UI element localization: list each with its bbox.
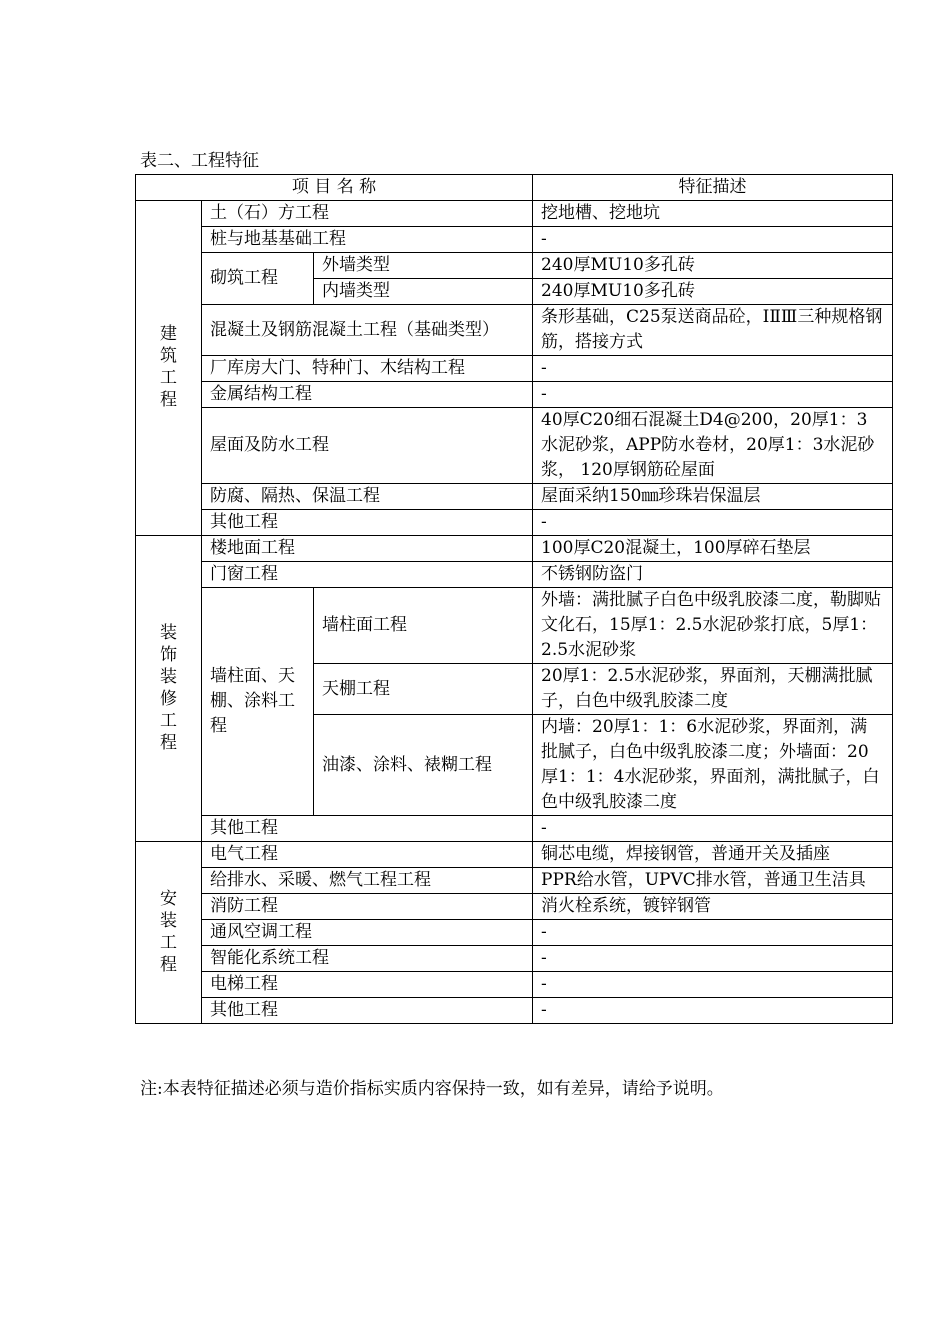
row-desc: 屋面采纳150㎜珍珠岩保温层 bbox=[533, 484, 893, 510]
row-name: 电梯工程 bbox=[202, 972, 533, 998]
row-name: 消防工程 bbox=[202, 894, 533, 920]
row-desc: 消火栓系统，镀锌钢管 bbox=[533, 894, 893, 920]
table-row bbox=[136, 998, 893, 1024]
table-row bbox=[136, 816, 893, 842]
row-name: 电气工程 bbox=[202, 842, 533, 868]
table-row bbox=[136, 946, 893, 972]
row-name: 混凝土及钢筋混凝土工程（基础类型） bbox=[202, 305, 533, 356]
row-desc: PPR给水管，UPVC排水管，普通卫生洁具 bbox=[533, 868, 893, 894]
table-header-row bbox=[136, 175, 893, 201]
row-desc: 100厚C20混凝土，100厚碎石垫层 bbox=[533, 536, 893, 562]
row-name: 金属结构工程 bbox=[202, 382, 533, 408]
row-desc: - bbox=[533, 816, 893, 842]
table-row bbox=[136, 536, 893, 562]
row-desc: 内墙：20厚1：1：6水泥砂浆，界面剂，满批腻子，白色中级乳胶漆二度；外墙面：20厚1：1：4水泥砂浆，界面剂，满批腻子，白色中级乳胶漆二度 bbox=[533, 715, 893, 816]
row-name: 其他工程 bbox=[202, 510, 533, 536]
row-name: 其他工程 bbox=[202, 998, 533, 1024]
row-name: 通风空调工程 bbox=[202, 920, 533, 946]
table-row bbox=[136, 972, 893, 998]
table-row bbox=[136, 868, 893, 894]
table-row bbox=[136, 842, 893, 868]
table-caption: 表二、工程特征 bbox=[140, 151, 259, 171]
row-desc: - bbox=[533, 227, 893, 253]
row-desc: 不锈钢防盗门 bbox=[533, 562, 893, 588]
table-row bbox=[136, 408, 893, 484]
row-desc: - bbox=[533, 972, 893, 998]
row-desc: 240厚MU10多孔砖 bbox=[533, 279, 893, 305]
row-name: 厂库房大门、特种门、木结构工程 bbox=[202, 356, 533, 382]
header-desc: 特征描述 bbox=[533, 175, 893, 201]
row-desc: - bbox=[533, 510, 893, 536]
table-row bbox=[136, 227, 893, 253]
footnote: 注:本表特征描述必须与造价指标实质内容保持一致，如有差异，请给予说明。 bbox=[140, 1079, 724, 1099]
row-name: 屋面及防水工程 bbox=[202, 408, 533, 484]
row-name: 土（石）方工程 bbox=[202, 201, 533, 227]
row-name: 楼地面工程 bbox=[202, 536, 533, 562]
category-building: 建筑工程 bbox=[136, 201, 202, 536]
row-desc: - bbox=[533, 998, 893, 1024]
row-desc: 240厚MU10多孔砖 bbox=[533, 253, 893, 279]
row-subname: 墙柱面工程 bbox=[314, 588, 533, 664]
category-install: 安装工程 bbox=[136, 842, 202, 1024]
features-table bbox=[135, 174, 893, 1024]
row-desc: 40厚C20细石混凝土D4@200，20厚1：3水泥砂浆，APP防水卷材，20厚1：3水泥砂浆， 120厚钢筋砼屋面 bbox=[533, 408, 893, 484]
table-row bbox=[136, 510, 893, 536]
table-row bbox=[136, 484, 893, 510]
row-desc: - bbox=[533, 920, 893, 946]
table-row bbox=[136, 382, 893, 408]
row-name: 砌筑工程 bbox=[202, 253, 314, 305]
row-subname: 天棚工程 bbox=[314, 664, 533, 715]
row-name: 其他工程 bbox=[202, 816, 533, 842]
row-desc: - bbox=[533, 356, 893, 382]
row-subname: 外墙类型 bbox=[314, 253, 533, 279]
row-name: 门窗工程 bbox=[202, 562, 533, 588]
row-name: 桩与地基基础工程 bbox=[202, 227, 533, 253]
header-name: 项 目 名 称 bbox=[136, 175, 533, 201]
table-row bbox=[136, 356, 893, 382]
table-row bbox=[136, 588, 893, 664]
table-row bbox=[136, 305, 893, 356]
row-subname: 内墙类型 bbox=[314, 279, 533, 305]
row-desc: 条形基础，C25泵送商品砼，ⅠⅡⅢ三种规格钢筋，搭接方式 bbox=[533, 305, 893, 356]
row-name: 智能化系统工程 bbox=[202, 946, 533, 972]
row-desc: 铜芯电缆，焊接钢管，普通开关及插座 bbox=[533, 842, 893, 868]
row-desc: 挖地槽、挖地坑 bbox=[533, 201, 893, 227]
row-subname: 油漆、涂料、裱糊工程 bbox=[314, 715, 533, 816]
row-desc: 外墙：满批腻子白色中级乳胶漆二度，勒脚贴文化石，15厚1：2.5水泥砂浆打底，5厚1：2.5水泥砂浆 bbox=[533, 588, 893, 664]
category-decor: 装饰装修工程 bbox=[136, 536, 202, 842]
table-row bbox=[136, 562, 893, 588]
table-row bbox=[136, 920, 893, 946]
row-name: 给排水、采暖、燃气工程工程 bbox=[202, 868, 533, 894]
row-desc: - bbox=[533, 382, 893, 408]
table-row bbox=[136, 253, 893, 279]
table-row bbox=[136, 201, 893, 227]
table-row bbox=[136, 894, 893, 920]
row-desc: 20厚1：2.5水泥砂浆，界面剂，天棚满批腻子，白色中级乳胶漆二度 bbox=[533, 664, 893, 715]
row-name: 防腐、隔热、保温工程 bbox=[202, 484, 533, 510]
row-name: 墙柱面、天棚、涂料工程 bbox=[202, 588, 314, 816]
row-desc: - bbox=[533, 946, 893, 972]
